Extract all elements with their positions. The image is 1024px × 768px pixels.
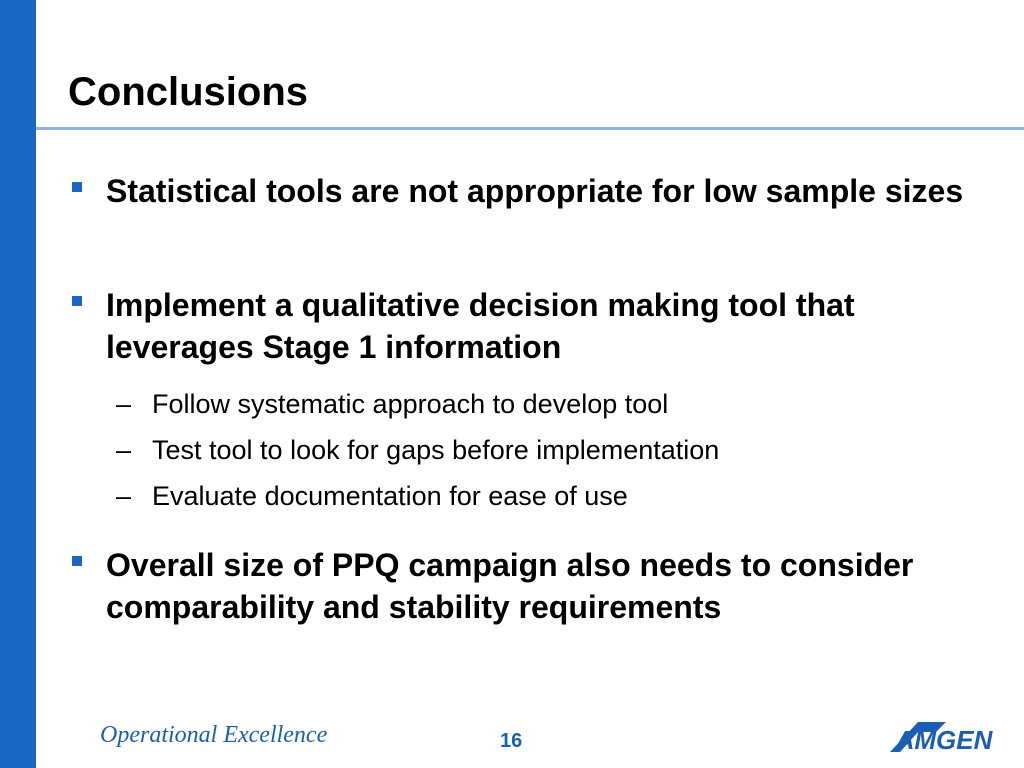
bullet-text: Statistical tools are not appropriate for low sample sizes (106, 173, 964, 209)
dash-bullet-icon: – (116, 481, 132, 511)
bullet-text: Overall size of PPQ campaign also needs to consider comparability and stability requirements (106, 547, 914, 625)
sub-bullet-item-2 (116, 434, 972, 466)
sub-bullet-text: Evaluate documentation for ease of use (152, 481, 628, 511)
square-bullet-icon (72, 556, 82, 566)
sub-bullet-text: Follow systematic approach to develop tool (152, 389, 669, 419)
square-bullet-icon (72, 296, 82, 306)
sub-bullet-item-1 (116, 388, 972, 420)
sub-bullet-text: Test tool to look for gaps before implementation (152, 435, 720, 465)
square-bullet-icon (72, 182, 82, 192)
footer-tagline: Operational Excellence (100, 722, 328, 748)
bullet-item-2 (106, 284, 976, 368)
amgen-logo (888, 718, 1000, 756)
sub-bullet-item-3 (116, 480, 972, 512)
bullet-item-1 (106, 170, 976, 212)
page-number: 16 (500, 730, 523, 752)
slide-title: Conclusions (68, 70, 309, 114)
logo-wordmark: AMGEN (895, 725, 993, 755)
bullet-item-3 (106, 544, 976, 628)
dash-bullet-icon: – (116, 435, 132, 465)
bullet-text: Implement a qualitative decision making tool that leverages Stage 1 information (106, 287, 855, 365)
dash-bullet-icon: – (116, 389, 132, 419)
